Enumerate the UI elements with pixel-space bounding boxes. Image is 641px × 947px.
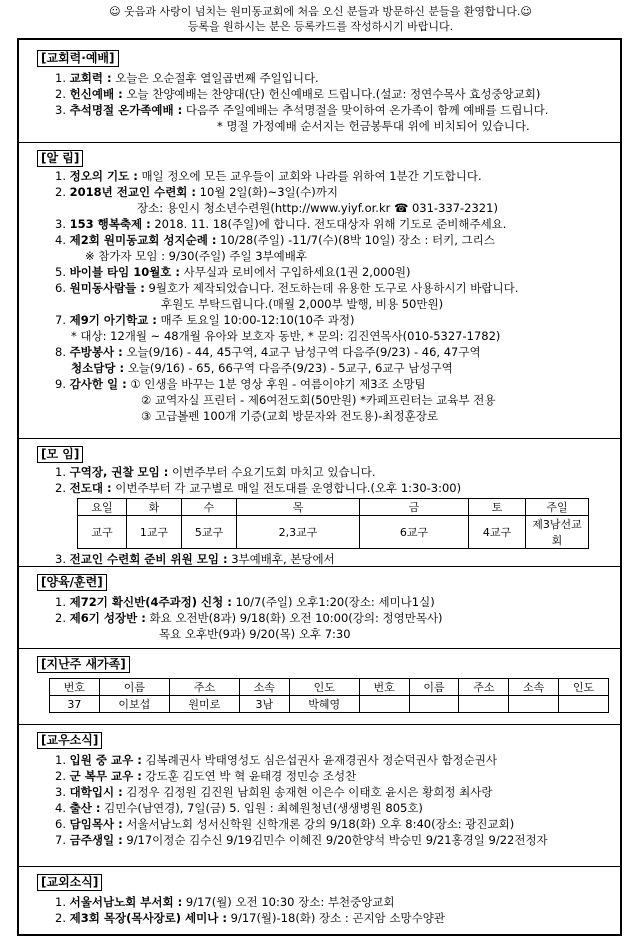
list-item: 2. 헌신예배 : 오늘 찬양예배는 찬양대(단) 헌신예배로 드립니다.(설교: 정연수목사 효성중앙교회) [55,87,541,101]
list-item: 목요 오후반(9과) 9/20(목) 오후 7:30 [159,627,351,641]
list-item: 2. 전도대 : 이번주부터 각 교구별로 매일 전도대를 운영합니다.(오후 1:30-3:00) [55,481,462,495]
table-cell: 5교구 [182,516,237,549]
table-cell: 6교구 [360,516,469,549]
divider [19,866,620,867]
list-item: 4. 출산 : 김민수(남연경), 7일(금) 5. 입원 : 최혜원청년(생생병원 805호) [55,801,423,815]
table-header-cell: 주소 [169,679,239,696]
list-item: 후원도 부탁드립니다.(매월 2,000부 발행, 비용 50만원) [161,297,444,311]
table-row [50,679,609,696]
table-cell: 화 [127,499,182,516]
table-cell: 수 [182,499,237,516]
divider [19,724,620,725]
list-item: 1. 입원 중 교우 : 김복례권사 박태영성도 심은섭권사 윤재경권사 정순덕권사 함정순권사 [55,753,497,767]
meeting-rows [41,464,614,567]
table-cell: 주일 [526,499,589,516]
table-cell: 2,3교구 [237,516,360,549]
table-header-cell: 번호 [50,679,100,696]
list-item: 8. 주방봉사 : 오늘(9/16) - 44, 45구역, 4교구 남성구역 다음주(9/23) - 46, 47구역 [55,345,481,359]
notice-rows [41,168,614,424]
table-cell [459,696,509,713]
table-header-cell: 주소 [459,679,509,696]
table-cell: 제3남선교회 [526,516,589,549]
table-row [78,516,589,549]
bulletin-frame [17,38,622,936]
list-item: 7. 금주생일 : 9/17이정순 김수신 9/19김민수 이혜진 9/20한양석 박승민 9/21홍경일 9/22전정자 [55,833,548,847]
section-title-notices: [알 림] [37,150,83,167]
list-item: 6. 담임목사 : 서울서남노회 성서신학원 신학개론 강의 9/18(화) 오후 8:40(장소: 광진교회) [55,817,515,831]
list-item: 청소담당 : 오늘(9/16) - 65, 66구역 다음주(9/23) - 5교구, 6교구 남성구역 [71,361,453,375]
list-item: * 대상: 12개월 ~ 48개월 유아와 보호자 동반, * 문의: 김진연목사(010-5327-1782) [71,329,501,343]
divider [19,648,620,649]
list-item: 7. 제9기 아기학교 : 매주 토요일 10:00-12:10(10주 과정) [55,313,355,327]
table-cell: 금 [360,499,469,516]
list-item: 5. 바이블 타임 10월호 : 사무실과 로비에서 구입하세요(1권 2,000원) [55,265,411,279]
list-item: ② 교역자실 프린터 - 제6여전도회(50만원) *카페프린터는 교육부 전용 [141,393,496,407]
list-item: * 명절 가정예배 순서지는 헌금봉투대 위에 비치되어 있습니다. [217,119,530,133]
divider [19,566,620,567]
table-cell: 원미로 [169,696,239,713]
welcome-header [0,0,641,34]
worship-rows [41,70,614,134]
table-cell: 교구 [78,516,127,549]
list-item: 9. 감사한 일 : ① 인생을 바꾸는 1분 영상 후원 - 여름이야기 제3조 소망팀 [55,377,426,391]
table-row [50,696,609,713]
table-cell [359,696,409,713]
table-cell [559,696,609,713]
table-cell: 3남 [239,696,289,713]
section-title-education: [양육/훈련] [37,574,107,591]
table-header-cell: 번호 [359,679,409,696]
list-item: 2. 제6기 성장반 : 화요 오전반(8과) 9/18(화) 오전 10:00(강의: 정영만목사) [55,611,443,625]
divider [19,438,620,439]
list-item: 2. 군 복무 교우 : 강도훈 김도연 박 혁 윤태경 정민승 조성찬 [55,769,357,783]
education-rows [41,594,614,642]
section-title-meetings: [모 임] [37,446,83,463]
list-item: 1. 교회력 : 오늘은 오순절후 열일곱번째 주일입니다. [55,71,319,85]
list-item: 1. 제72기 확신반(4주과정) 신청 : 10/7(주일) 오후1:20(장소: 세미나1실) [55,595,435,609]
table-cell: 토 [469,499,526,516]
list-item: 장소: 용인시 청소년수련원(http://www.yiyf.or.kr ☎ 031-337-2321) [137,201,498,215]
table-cell: 요일 [78,499,127,516]
table-cell [409,696,459,713]
table-header-cell: 이름 [99,679,169,696]
list-item: 4. 제2회 원미동교회 성지순례 : 10/28(주일) -11/7(수)(8박 10일) 장소 : 터키, 그리스 [55,233,495,247]
welcome-line-1: ☺ 웃음과 사랑이 넘치는 원미동교회에 처음 오신 분들과 방문하신 분들을 환영합니다.☺ [109,5,532,18]
section-title-outside: [교외소식] [37,874,102,891]
new-family-table [49,678,609,713]
table-cell [509,696,559,713]
list-item: 1. 구역장, 권찰 모임 : 이번주부터 수요기도회 마치고 있습니다. [55,465,376,479]
list-item: 6. 원미동사람들 : 9월호가 제작되었습니다. 전도하는데 유용한 도구로 사용하시기 바랍니다. [55,281,519,295]
table-cell: 4교구 [469,516,526,549]
list-item: 2. 제3회 목장(목사장로) 세미나 : 9/17(월)-18(화) 장소 : 곤지암 소망수양관 [55,911,445,925]
table-row [78,499,589,516]
section-title-worship: [교회력·예배] [37,50,119,67]
list-item: ※ 참가자 모임 : 9/30(주일) 주일 3부예배후 [85,249,307,263]
member-rows [41,752,614,848]
list-item: 1. 정오의 기도 : 매일 정오에 모든 교우들이 교회와 나라를 위하여 1분간 기도합니다. [55,169,482,183]
table-header-cell: 소속 [509,679,559,696]
welcome-line-2: 등록을 원하시는 분은 등록카드를 작성하시기 바랍니다. [187,20,454,33]
table-cell: 목 [237,499,360,516]
evangelism-schedule-table [77,498,589,549]
list-item: ③ 고급볼펜 100개 기증(교회 방문자와 전도용)-최정훈장로 [141,409,438,423]
table-cell: 박혜영 [289,696,359,713]
table-cell: 1교구 [127,516,182,549]
table-header-cell: 이름 [409,679,459,696]
table-cell: 37 [50,696,100,713]
table-header-cell: 인도 [559,679,609,696]
table-header-cell: 인도 [289,679,359,696]
table-cell: 이보섭 [99,696,169,713]
list-item: 3. 전교인 수련회 준비 위원 모임 : 3부예배후, 본당에서 [55,552,335,566]
outside-rows [41,894,614,926]
section-title-members: [교우소식] [37,732,102,749]
list-item: 3. 153 행복축제 : 2018. 11. 18(주일)에 합니다. 전도대상자 위해 기도로 준비해주세요. [55,217,507,231]
divider [19,142,620,143]
list-item: 1. 서울서남노회 부서회 : 9/17(월) 오전 10:30 장소: 부천중앙교회 [55,895,395,909]
section-title-new-family: [지난주 새가족] [37,656,130,673]
list-item: 3. 추석명절 온가족예배 : 다음주 주일예배는 추석명절을 맞이하여 온가족이 함께 예배를 드립니다. [55,103,549,117]
list-item: 3. 대학입시 : 김정우 김정원 김진원 남희원 송재현 이은수 이태호 윤시은 황희정 최사랑 [55,785,493,799]
list-item: 2. 2018년 전교인 수련회 : 10월 2일(화)~3일(수)까지 [55,185,338,199]
table-header-cell: 소속 [239,679,289,696]
